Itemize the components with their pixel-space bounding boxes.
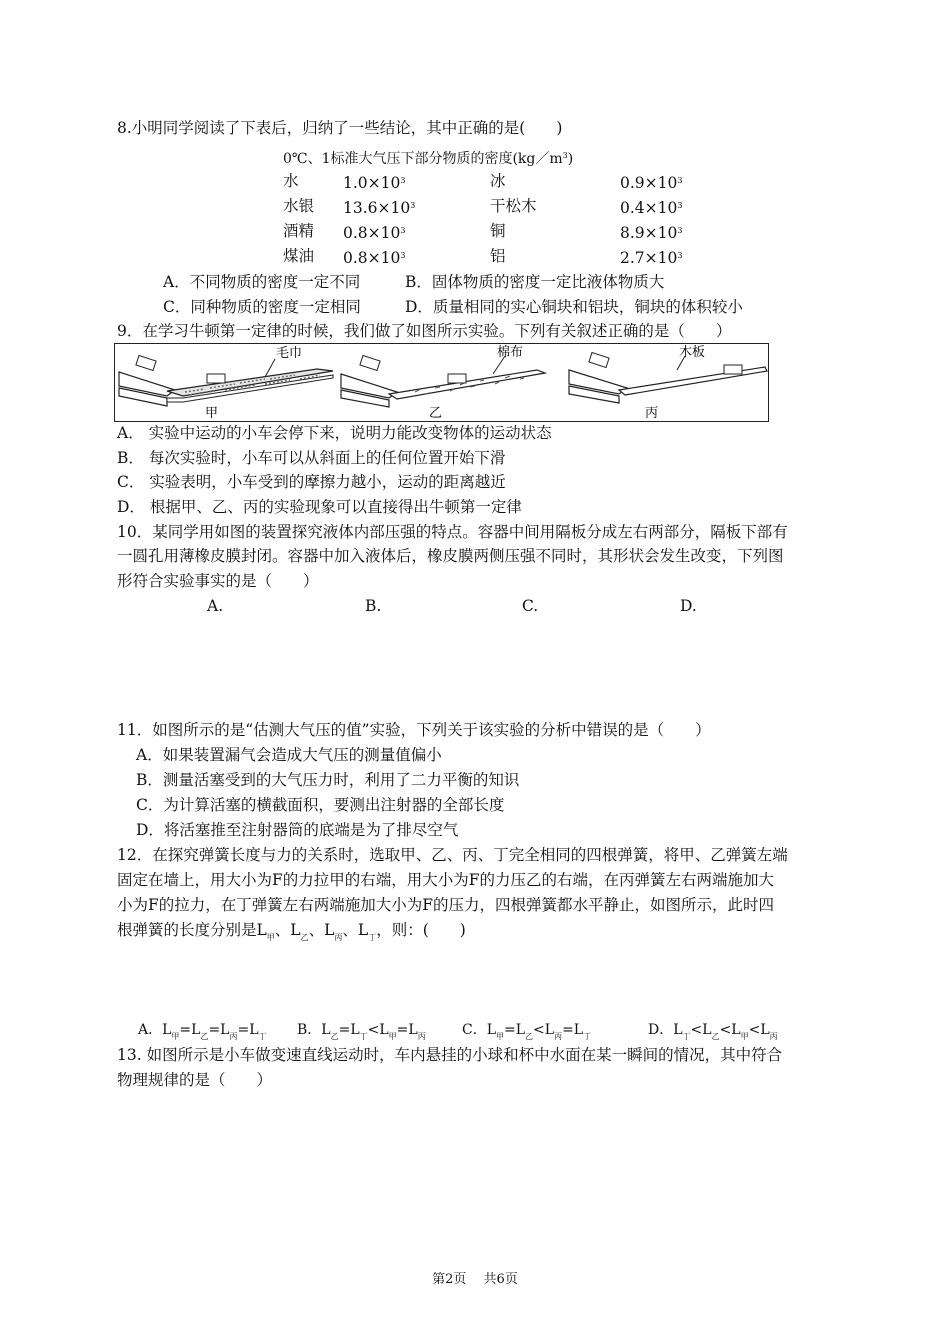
q11-stem: 11．如图所示的是“估测大气压的值”实验，下列关于该实验的分析中错误的是（ ）	[117, 721, 711, 739]
surface-label-cotton: 棉布	[497, 345, 524, 360]
q12-line-1: 12．在探究弹簧长度与力的关系时，选取甲、乙、丙、丁完全相同的四根弹簧，将甲、乙弹簧左端	[117, 846, 788, 864]
q12-option-d: D．$L_丁<L_乙<L_甲<L_丙$	[648, 1022, 778, 1041]
surface-label-towel: 毛巾	[276, 346, 303, 361]
newton-experiment-drawing	[115, 344, 768, 421]
q9-option-b: B． 每次实验时，小车可以从斜面上的任何位置开始下滑	[117, 449, 506, 467]
q10-line-1: 10．某同学用如图的装置探究液体内部压强的特点。容器中间用隔板分成左右两部分，隔板下部有	[117, 523, 788, 541]
q11-option-b: B．测量活塞受到的大气压力时，利用了二力平衡的知识	[136, 771, 520, 789]
substance-name: 酒精	[283, 222, 315, 240]
substance-name: 干松木	[490, 197, 537, 215]
newton-experiment-figure	[114, 343, 769, 422]
q12-option-a: A．$L_甲=L_乙=L_丙=L_丁$	[138, 1022, 267, 1041]
substance-name: 冰	[490, 172, 506, 190]
density-value: $0.4\times 10^3$	[620, 199, 683, 217]
q9-stem: 9．在学习牛顿第一定律的时候，我们做了如图所示实验。下列有关叙述正确的是（ ）	[117, 322, 732, 340]
q10-option-d: D.	[680, 597, 697, 615]
density-value: $0.8\times 10^3$	[343, 224, 406, 242]
substance-name: 水	[283, 172, 299, 190]
density-value: $0.8\times 10^3$	[343, 249, 406, 267]
q12-option-c: C．$L_甲=L_乙<L_丙=L_丁$	[462, 1022, 592, 1041]
q12-line-4: 根弹簧的长度分别是$L_甲$、$L_乙$、$L_丙$、$L_丁$，则：( )	[117, 921, 466, 942]
page-footer: 第2页 共6页	[432, 1272, 518, 1287]
q10-option-b: B.	[365, 597, 382, 615]
q9-option-a: A． 实验中运动的小车会停下来，说明力能改变物体的运动状态	[117, 424, 552, 442]
q10-option-c: C.	[522, 597, 539, 615]
density-table-caption: 0℃、1标准大气压下部分物质的密度$(kg/m^3)$	[283, 151, 574, 167]
q12-option-b: B．$L_乙=L_丁<L_甲=L_丙$	[297, 1022, 426, 1041]
ramp-board	[569, 352, 767, 403]
surface-label-board: 木板	[679, 345, 706, 360]
q11-option-a: A．如果装置漏气会造成大气压的测量值偏小	[136, 746, 442, 764]
substance-name: 铜	[490, 222, 506, 240]
q11-option-d: D．将活塞推至注射器筒的底端是为了排尽空气	[136, 821, 459, 839]
q12-line-3: 小为F的拉力，在丁弹簧左右两端施加大小为F的压力，四根弹簧都水平静止，如图所示，此时四	[117, 896, 775, 914]
density-value: $13.6\times 10^3$	[343, 199, 416, 217]
density-value: $8.9\times 10^3$	[620, 224, 683, 242]
q8-option-b: B．固体物质的密度一定比液体物质大	[405, 273, 665, 291]
density-value: $1.0\times 10^3$	[343, 174, 406, 192]
q12-line-2: 固定在墙上，用大小为F的力拉甲的右端，用大小为F的力压乙的右端，在丙弹簧左右两端施加大	[117, 871, 775, 889]
q8-option-c: C．同种物质的密度一定相同	[163, 298, 361, 316]
q13-line-1: 13. 如图所示是小车做变速直线运动时，车内悬挂的小球和杯中水面在某一瞬间的情况，其中符合	[117, 1046, 783, 1064]
q8-option-a: A．不同物质的密度一定不同	[163, 273, 361, 291]
q11-option-c: C．为计算活塞的横截面积，要测出注射器的全部长度	[136, 796, 505, 814]
density-value: $2.7\times 10^3$	[620, 249, 683, 267]
substance-name: 铝	[490, 247, 506, 265]
q10-line-3: 形符合实验事实的是（ ）	[117, 572, 319, 590]
substance-name: 煤油	[283, 247, 315, 265]
q13-line-2: 物理规律的是（ ）	[117, 1071, 273, 1089]
q8-option-d: D．质量相同的实心铜块和铝块，铜块的体积较小	[405, 298, 743, 316]
q9-option-c: C． 实验表明，小车受到的摩擦力越小，运动的距离越近	[117, 473, 506, 491]
substance-name: 水银	[283, 197, 315, 215]
figure-caption-jia: 甲	[205, 406, 219, 421]
density-value: $0.9\times 10^3$	[620, 174, 683, 192]
q9-option-d: D． 根据甲、乙、丙的实验现象可以直接得出牛顿第一定律	[117, 498, 522, 516]
q8-stem: 8.小明同学阅读了下表后，归纳了一些结论，其中正确的是( )	[117, 119, 563, 137]
figure-caption-bing: 丙	[645, 406, 659, 421]
q10-option-a: A.	[207, 597, 224, 615]
figure-caption-yi: 乙	[429, 406, 443, 421]
q10-line-2: 一圆孔用薄橡皮膜封闭。容器中加入液体后，橡皮膜两侧压强不同时，其形状会发生改变，下列图	[117, 547, 784, 565]
ramp-cotton	[341, 355, 545, 407]
ramp-towel	[119, 355, 333, 406]
